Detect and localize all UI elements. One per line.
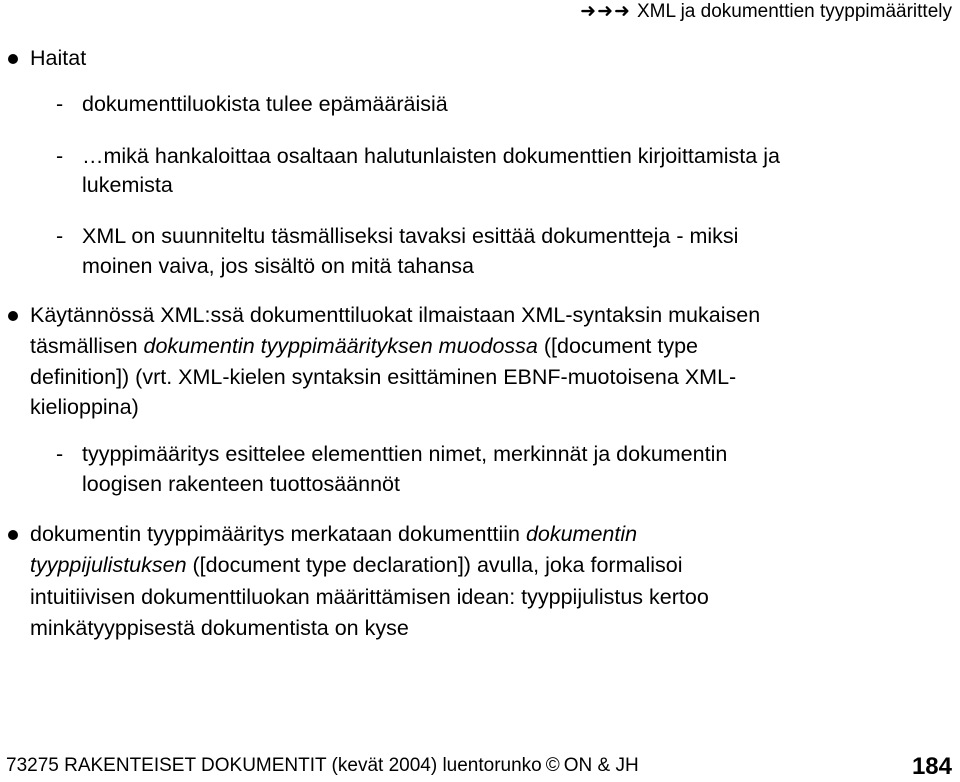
bullet-icon xyxy=(8,530,18,540)
bullet-2-line-2: täsmällisen dokumentin tyyppimäärityksen muodossa ([document type xyxy=(30,334,699,358)
footer-authors: ON & JH xyxy=(563,755,639,776)
header-title: XML ja dokumenttien tyyppimäärittely xyxy=(636,1,952,22)
bullet-3-line-4: minkätyyppisestä dokumentista on kyse xyxy=(30,616,409,640)
bullet-icon xyxy=(8,54,18,64)
subitem-2-line-2: lukemista xyxy=(82,173,173,197)
dash-marker: - xyxy=(56,442,64,466)
dash-marker: - xyxy=(56,144,64,168)
page-number: 184 xyxy=(911,753,952,780)
bullet-2-line-4: kielioppina) xyxy=(30,395,139,419)
bullet-icon xyxy=(8,311,18,321)
subitem-4-line-1: tyyppimääritys esittelee elementtien nimet, merkinnät ja dokumentin xyxy=(82,442,728,466)
bullet-haitat: Haitat xyxy=(30,46,87,70)
dash-marker: - xyxy=(56,224,64,248)
arrow-icons: ➜➜➜ xyxy=(580,1,631,22)
term-declaration: tyyppijulistuksen xyxy=(30,553,187,577)
bullet-3-line-3: intuitiivisen dokumenttiluokan määrittämisen idean: tyyppijulistus kertoo xyxy=(30,585,709,609)
bullet-3-line-1: dokumentin tyyppimääritys merkataan dokumenttiin dokumentin xyxy=(30,522,638,546)
subitem-3-line-1: XML on suunniteltu täsmälliseksi tavaksi esittää dokumentteja - miksi xyxy=(82,224,739,248)
bullet-3-line-2: tyyppijulistuksen ([document type declaration]) avulla, joka formalisoi xyxy=(30,553,683,577)
subitem-3-line-2: moinen vaiva, jos sisältö on mitä tahansa xyxy=(82,254,474,278)
subitem-2-line-1: …mikä hankaloittaa osaltaan halutunlaisten dokumenttien kirjoittamista ja xyxy=(82,144,780,168)
term-dtd: dokumentin tyyppimäärityksen muodossa xyxy=(143,334,538,358)
footer-course: 73275 RAKENTEISET DOKUMENTIT (kevät 2004) luentorunko xyxy=(6,755,542,776)
slide-footer xyxy=(6,752,639,780)
dash-marker: - xyxy=(56,92,64,116)
slide-header xyxy=(580,0,952,24)
subitem-4-line-2: loogisen rakenteen tuottosäännöt xyxy=(82,472,400,496)
copyright-icon: © xyxy=(545,755,560,776)
bullet-2-line-1: Käytännössä XML:ssä dokumenttiluokat ilmaistaan XML-syntaksin mukaisen xyxy=(30,303,761,327)
bullet-2-line-3: definition]) (vrt. XML-kielen syntaksin esittäminen EBNF-muotoisena XML- xyxy=(30,365,737,389)
subitem-1: dokumenttiluokista tulee epämääräisiä xyxy=(82,92,448,116)
term-doc: dokumentin xyxy=(525,522,638,546)
